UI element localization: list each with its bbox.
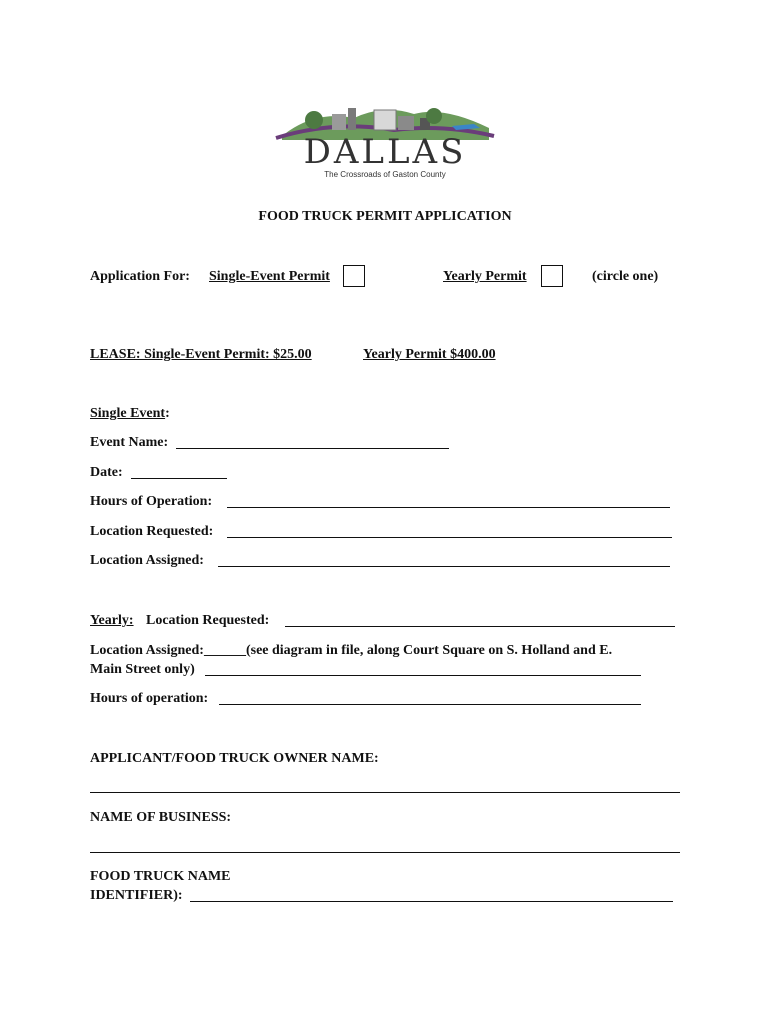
location-requested-label: Location Requested: [90, 524, 214, 539]
event-name-label: Event Name: [90, 435, 169, 450]
hours-of-operation-label: Hours of Operation: [90, 494, 213, 509]
yearly-heading: Yearly: [90, 613, 134, 628]
owner-name-label: APPLICANT/FOOD TRUCK OWNER NAME: [90, 751, 379, 766]
single-event-heading-colon: : [165, 406, 170, 421]
yearly-location-requested-label: Location Requested: [146, 613, 270, 628]
application-for-label: Application For: [90, 269, 190, 284]
yearly-location-requested-field[interactable] [285, 626, 675, 627]
location-assigned-label: Location Assigned: [90, 553, 204, 568]
yearly-permit-option: Yearly Permit [443, 269, 527, 284]
food-truck-name-label-line1: FOOD TRUCK NAME [90, 869, 231, 884]
yearly-location-assigned-line1: Location Assigned:______(see diagram in file, along Court Square on S. Holland and E. [90, 643, 613, 658]
event-name-field[interactable] [176, 448, 449, 449]
date-label: Date: [90, 465, 123, 480]
lease-single-event-fee: LEASE: Single-Event Permit: $25.00 [90, 347, 312, 362]
yearly-permit-checkbox[interactable] [541, 265, 563, 287]
date-field[interactable] [131, 478, 227, 479]
owner-name-field[interactable] [90, 792, 680, 793]
single-event-heading-text: Single Event [90, 406, 166, 421]
logo-tagline: The Crossroads of Gaston County [324, 170, 446, 179]
lease-yearly-fee: Yearly Permit $400.00 [363, 347, 496, 362]
document-title: FOOD TRUCK PERMIT APPLICATION [258, 209, 512, 224]
circle-one-note: (circle one) [592, 269, 659, 284]
yearly-location-assigned-field[interactable] [205, 675, 641, 676]
logo-wordmark: DALLAS [303, 132, 467, 172]
yearly-hours-of-operation-field[interactable] [219, 704, 641, 705]
food-truck-name-field[interactable] [190, 901, 673, 902]
hours-of-operation-field[interactable] [227, 507, 670, 508]
yearly-location-assigned-line2: Main Street only) [90, 662, 195, 677]
location-requested-field[interactable] [227, 537, 672, 538]
yearly-hours-of-operation-label: Hours of operation: [90, 691, 209, 706]
single-event-permit-option: Single-Event Permit [209, 269, 330, 284]
location-assigned-field[interactable] [218, 566, 670, 567]
business-name-label: NAME OF BUSINESS: [90, 810, 232, 825]
single-event-heading [90, 406, 170, 422]
single-event-checkbox[interactable] [343, 265, 365, 287]
dallas-logo [274, 96, 496, 186]
business-name-field[interactable] [90, 852, 680, 853]
food-truck-name-label-line2: IDENTIFIER): [90, 888, 183, 903]
